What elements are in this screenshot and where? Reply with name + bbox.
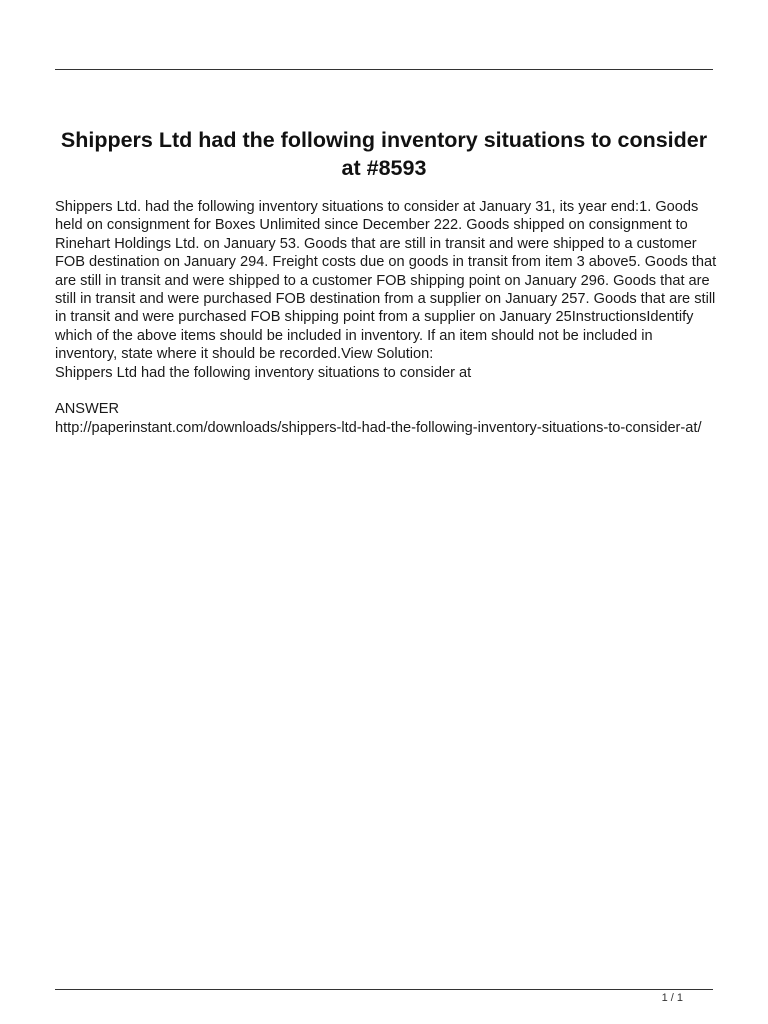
page-title: Shippers Ltd had the following inventory situations to consider at #8593 <box>60 128 708 180</box>
body-paragraph: Shippers Ltd. had the following inventory situations to consider at January 31, its year end:1. Goods held on consignment for Boxes Unlimited since December 222. Goods shipped on consignment to Rinehart Holdings Ltd. on January 53. Goods that are still in transit and were shipped to a customer FOB destination on January 294. Freight costs due on goods in transit from item 3 above5. Goods that are still in transit and were shipped to a customer FOB shipping point on January 296. Goods that are still in transit and were purchased FOB destination from a supplier on January 257. Goods that are still in transit and were purchased FOB shipping point from a supplier on January 25InstructionsIdentify which of the above items should be included in inventory. If an item should not be included in inventory, state where it should be recorded.View Solution: <box>55 199 717 363</box>
bottom-rule <box>55 989 713 990</box>
answer-url[interactable]: http://paperinstant.com/downloads/shippers-ltd-had-the-following-inventory-situations-to-consider-at/ <box>55 419 702 436</box>
top-rule <box>55 69 713 70</box>
page-number: 1 / 1 <box>661 992 683 1004</box>
spacer <box>55 382 717 400</box>
solution-link-line: Shippers Ltd had the following inventory situations to consider at <box>55 364 472 381</box>
document-content <box>55 198 717 437</box>
answer-label: ANSWER <box>55 401 120 418</box>
